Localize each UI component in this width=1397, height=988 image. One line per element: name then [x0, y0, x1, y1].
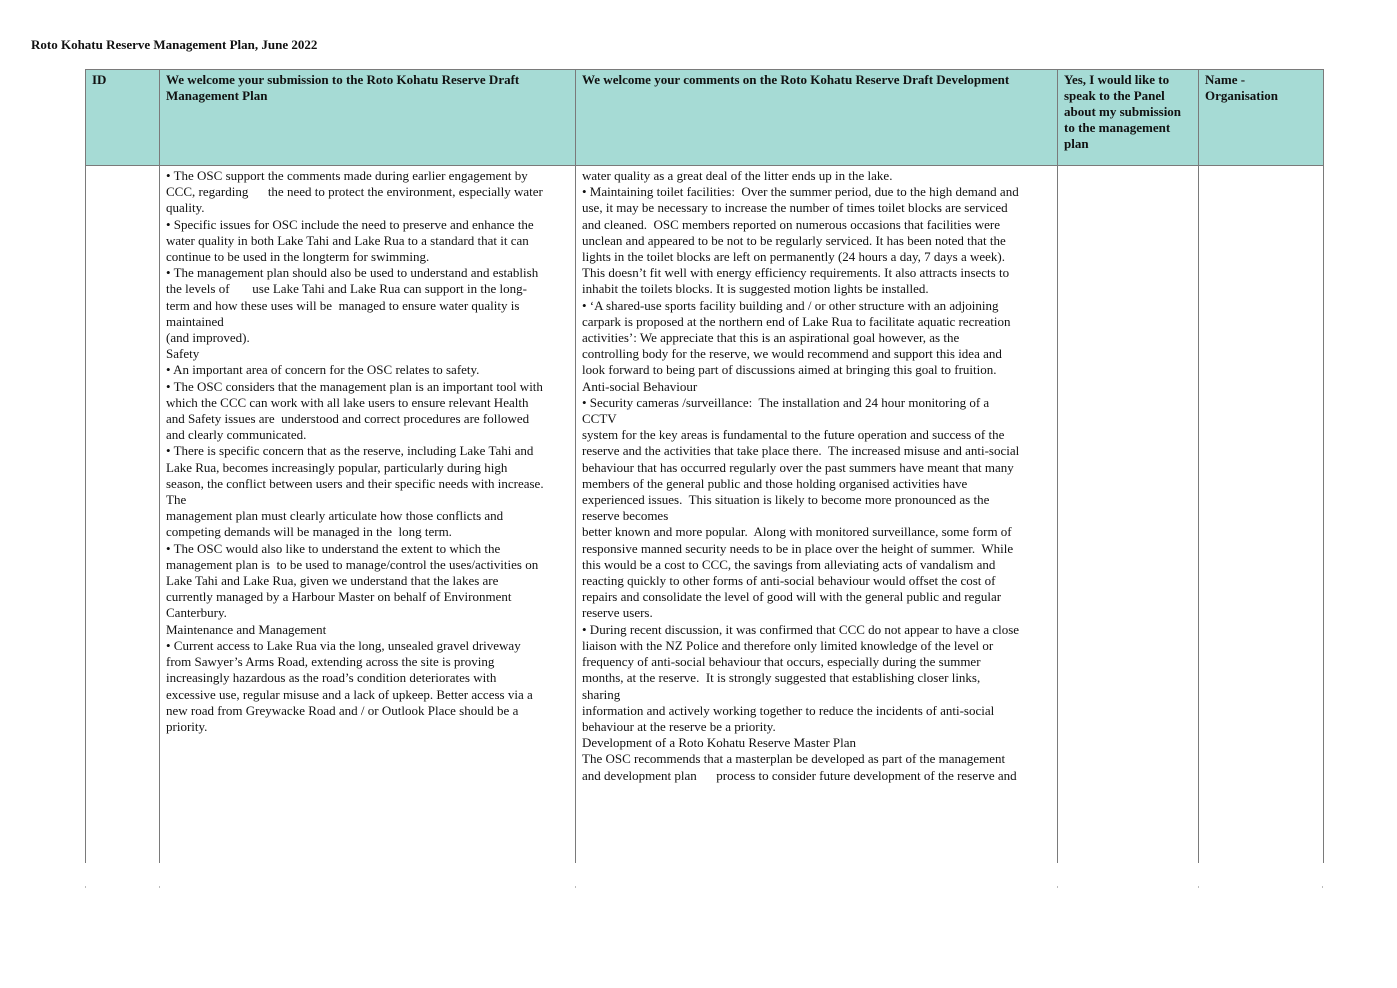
text-line: • During recent discussion, it was confirmed that CCC do not appear to have a close	[582, 621, 1020, 637]
page-footer-marks	[85, 886, 1323, 888]
text-line: inhabit the toilets blocks. It is suggested motion lights be installed.	[582, 281, 929, 297]
text-line: Canterbury.	[166, 605, 227, 621]
footer-mark	[1322, 886, 1323, 888]
text-line: repairs and consolidate the level of good will with the general public and regular	[582, 589, 1002, 605]
footer-mark	[1057, 886, 1058, 888]
table-header-row	[86, 70, 1324, 166]
text-line: this would be a cost to CCC, the savings from alleviating acts of vandalism and	[582, 556, 996, 572]
text-line: and cleaned. OSC members reported on numerous occasions that facilities were	[582, 216, 1001, 232]
text-line: currently managed by a Harbour Master on behalf of Environment	[166, 589, 512, 605]
text-line: • Security cameras /surveillance: The installation and 24 hour monitoring of a	[582, 394, 990, 410]
text-line: increasingly hazardous as the road’s condition deteriorates with	[166, 670, 497, 686]
text-line: reacting quickly to other forms of anti-social behaviour would offset the cost of	[582, 573, 996, 589]
text-line: excessive use, regular misuse and a lack of upkeep. Better access via a	[166, 686, 533, 702]
text-line: lights in the toilet blocks are left on permanently (24 hours a day, 7 days a week).	[582, 249, 1005, 265]
text-line: The	[166, 492, 187, 508]
text-line: • Current access to Lake Rua via the long, unsealed gravel driveway	[166, 637, 521, 653]
text-line: system for the key areas is fundamental to the future operation and success of the	[582, 427, 1005, 443]
header-speak: Yes, I would like to speak to the Panel about my submission to the management plan	[1058, 70, 1199, 166]
text-line: • There is specific concern that as the reserve, including Lake Tahi and	[166, 443, 534, 459]
submission-text	[166, 168, 575, 735]
text-line: from Sawyer’s Arms Road, extending across the site is proving	[166, 654, 495, 670]
footer-mark	[1198, 886, 1199, 888]
cell-comments	[576, 166, 1058, 863]
document-title: Roto Kohatu Reserve Management Plan, June 2022	[31, 37, 318, 52]
cell-id	[86, 166, 160, 863]
text-line: carpark is proposed at the northern end of Lake Rua to facilitate aquatic recreation	[582, 313, 1011, 329]
text-line: management plan is to be used to manage/control the uses/activities on	[166, 556, 539, 572]
text-line: and Safety issues are understood and correct procedures are followed	[166, 411, 530, 427]
text-line: and development plan process to consider future development of the reserve and	[582, 767, 1017, 783]
text-line: new road from Greywacke Road and / or Outlook Place should be a	[166, 702, 519, 718]
text-line: CCC, regarding the need to protect the environment, especially water	[166, 184, 543, 200]
text-line: • ‘A shared-use sports facility building and / or other structure with an adjoining	[582, 297, 999, 313]
header-comments: We welcome your comments on the Roto Kohatu Reserve Draft Development	[576, 70, 1058, 166]
text-line: Lake Rua, becomes increasingly popular, particularly during high	[166, 459, 508, 475]
text-line: • The OSC would also like to understand the extent to which the	[166, 540, 501, 556]
text-line: priority.	[166, 718, 208, 734]
text-line: look forward to being part of discussions aimed at bringing this goal to fruition.	[582, 362, 997, 378]
text-line: reserve users.	[582, 605, 653, 621]
cell-submission	[160, 166, 576, 863]
text-line: Lake Tahi and Lake Rua, given we understand that the lakes are	[166, 573, 499, 589]
text-line: experienced issues. This situation is likely to become more pronounced as the	[582, 492, 990, 508]
text-line: behaviour that has occurred regularly over the past summers have meant that many	[582, 459, 1014, 475]
text-line: and clearly communicated.	[166, 427, 307, 443]
text-line: which the CCC can work with all lake users to ensure relevant Health	[166, 394, 529, 410]
text-line: term and how these uses will be managed to ensure water quality is	[166, 297, 520, 313]
text-line: This doesn’t fit well with energy efficiency requirements. It also attracts insects to	[582, 265, 1010, 281]
text-line: water quality in both Lake Tahi and Lake Rua to a standard that it can	[166, 232, 529, 248]
text-line: unclean and appeared to be not to be regularly serviced. It has been noted that the	[582, 232, 1006, 248]
text-line: CCTV	[582, 411, 617, 427]
footer-mark	[85, 886, 86, 888]
cell-name-organisation	[1199, 166, 1324, 863]
text-line: maintained	[166, 313, 224, 329]
text-line: water quality as a great deal of the litter ends up in the lake.	[582, 168, 893, 183]
text-line: use, it may be necessary to increase the number of times toilet blocks are serviced	[582, 200, 1008, 216]
text-line: responsive manned security needs to be in place over the height of summer. While	[582, 540, 1014, 556]
text-line: competing demands will be managed in the long term.	[166, 524, 452, 540]
text-line: information and actively working together to reduce the incidents of anti-social	[582, 702, 995, 718]
text-line: members of the general public and those holding organised activities have	[582, 475, 968, 491]
cell-speak	[1058, 166, 1199, 863]
text-line: reserve and the activities that take place there. The increased misuse and anti-social	[582, 443, 1020, 459]
text-line: frequency of anti-social behaviour that occurs, especially during the summer	[582, 654, 981, 670]
header-name-organisation: Name - Organisation	[1199, 70, 1324, 166]
header-submission: We welcome your submission to the Roto Kohatu Reserve Draft Management Plan	[160, 70, 576, 166]
footer-mark	[159, 886, 160, 888]
text-line: continue to be used in the longterm for swimming.	[166, 249, 430, 265]
text-line: The OSC recommends that a masterplan be developed as part of the management	[582, 751, 1006, 767]
text-line: (and improved).	[166, 330, 250, 346]
text-line: activities’: We appreciate that this is an aspirational goal however, as the	[582, 330, 960, 346]
submission-table	[85, 69, 1324, 863]
text-line: quality.	[166, 200, 205, 216]
footer-mark	[575, 886, 576, 888]
text-line: months, at the reserve. It is strongly suggested that establishing closer links,	[582, 670, 981, 686]
text-line: • The OSC support the comments made during earlier engagement by	[166, 168, 528, 183]
text-line: • Specific issues for OSC include the need to preserve and enhance the	[166, 216, 534, 232]
text-line: • Maintaining toilet facilities: Over the summer period, due to the high demand and	[582, 184, 1019, 200]
text-line: better known and more popular. Along with monitored surveillance, some form of	[582, 524, 1012, 540]
text-line: management plan must clearly articulate how those conflicts and	[166, 508, 504, 524]
text-line: behaviour at the reserve be a priority.	[582, 718, 776, 734]
text-line: controlling body for the reserve, we would recommend and support this idea and	[582, 346, 1002, 362]
text-line: • The OSC considers that the management plan is an important tool with	[166, 378, 543, 394]
text-line: season, the conflict between users and their specific needs with increase.	[166, 475, 544, 491]
text-line: reserve becomes	[582, 508, 669, 524]
text-line: the levels of use Lake Tahi and Lake Rua can support in the long-	[166, 281, 527, 297]
comments-text	[582, 168, 1057, 784]
text-line: Anti-social Behaviour	[582, 378, 698, 394]
table-row	[86, 166, 1324, 863]
text-line: Safety	[166, 346, 200, 362]
header-id: ID	[86, 70, 160, 166]
text-line: Development of a Roto Kohatu Reserve Master Plan	[582, 735, 857, 751]
text-line: • The management plan should also be used to understand and establish	[166, 265, 539, 281]
text-line: • An important area of concern for the OSC relates to safety.	[166, 362, 480, 378]
text-line: sharing	[582, 686, 621, 702]
text-line: Maintenance and Management	[166, 621, 327, 637]
text-line: liaison with the NZ Police and therefore only limited knowledge of the level or	[582, 637, 994, 653]
